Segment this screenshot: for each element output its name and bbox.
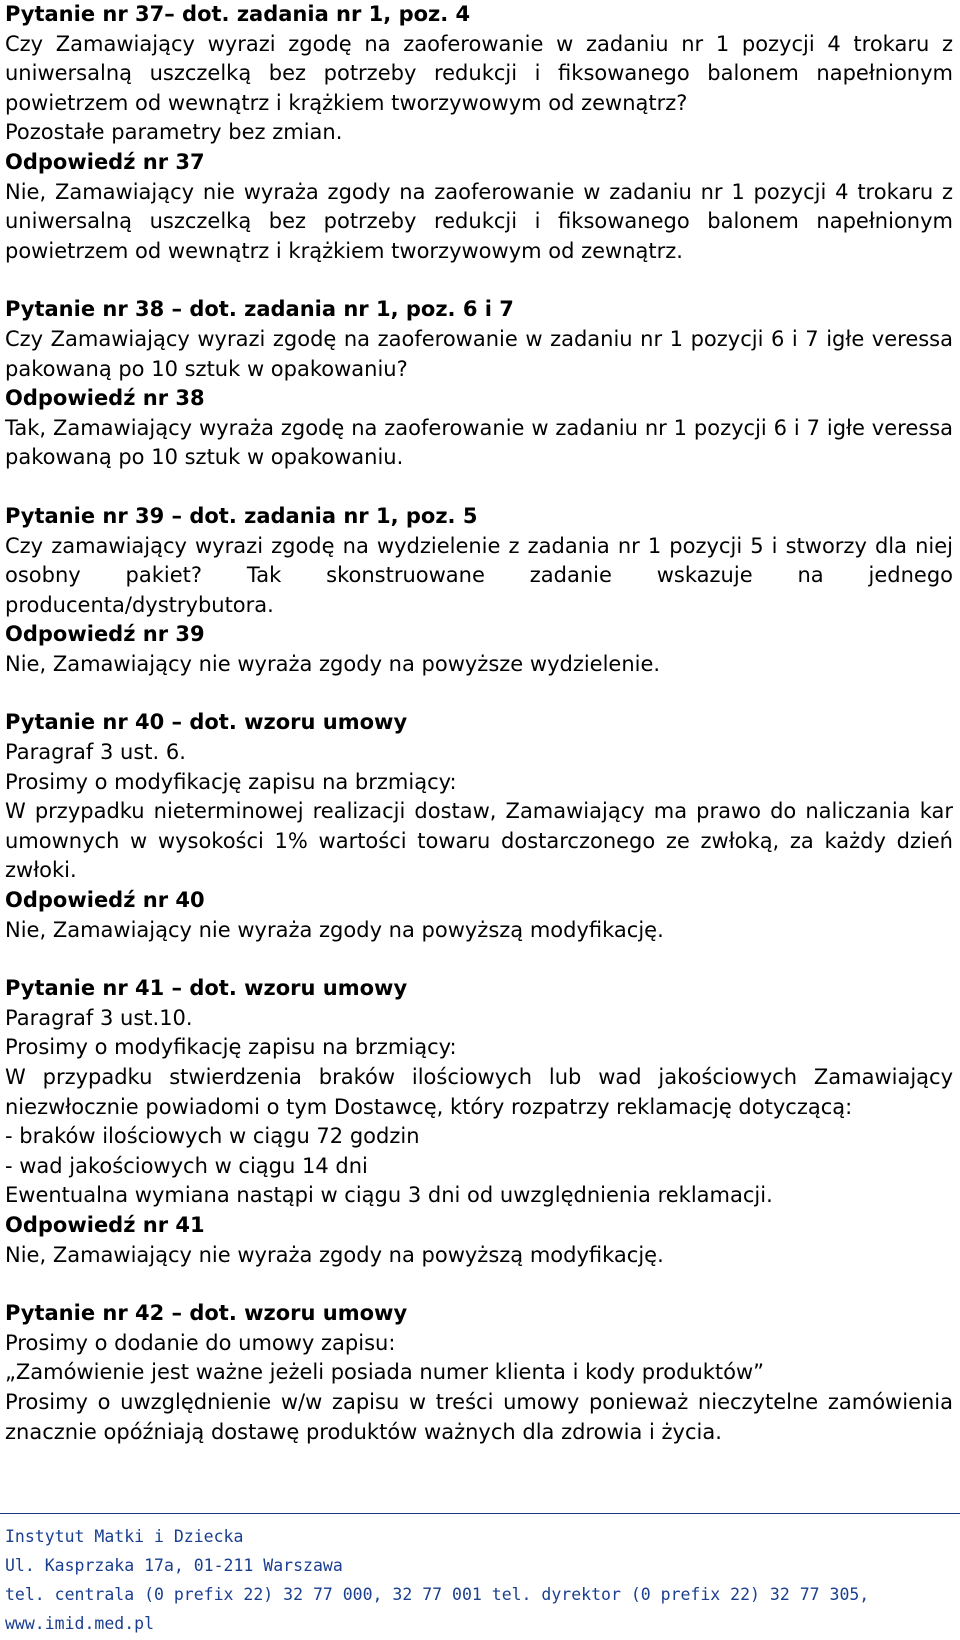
question-42-title: Pytanie nr 42 – dot. wzoru umowy: [5, 1301, 408, 1326]
question-41-closing: Ewentualna wymiana nastąpi w ciągu 3 dni od uwzględnienia reklamacji.: [5, 1183, 773, 1208]
question-39-text: Czy zamawiający wyrazi zgodę na wydzielenie z zadania nr 1 pozycji 5 i stworzy dla niej osobny pakiet? Tak skonstruowane zadanie wskazuje na jednego producenta/dystrybutora.: [5, 533, 953, 617]
question-42-justification: Prosimy o uwzględnienie w/w zapisu w treści umowy ponieważ nieczytelne zamówienia znacznie opóźniają dostawę produktów ważnych dla zdrowia i życia.: [5, 1389, 953, 1444]
question-42-quote: „Zamówienie jest ważne jeżeli posiada numer klienta i kody produktów”: [5, 1360, 765, 1385]
answer-41-title: Odpowiedź nr 41: [5, 1212, 205, 1237]
question-41-proposal: W przypadku stwierdzenia braków ilościowych lub wad jakościowych Zamawiający niezwłocznie powiadomi o tym Dostawcę, który rozpatrzy reklamację dotyczącą:: [5, 1065, 953, 1119]
answer-40-title: Odpowiedź nr 40: [5, 888, 205, 913]
question-37-text: Czy Zamawiający wyrazi zgodę na zaoferowanie w zadaniu nr 1 pozycji 4 trokaru z uniwersalną uszczelką bez potrzeby redukcji i fiksowanego balonem napełnionym powietrzem od wewnątrz i krążkiem tworzywowym od zewnątrz?: [5, 31, 953, 115]
answer-38-title: Odpowiedź nr 38: [5, 386, 205, 411]
question-40-proposal: W przypadku nieterminowej realizacji dostaw, Zamawiający ma prawo do naliczania kar umownych w wysokości 1% wartości towaru dostarczonego ze zwłoką, za każdy dzień zwłoki.: [5, 799, 953, 883]
question-39: [5, 502, 953, 680]
question-37-note: Pozostałe parametry bez zmian.: [5, 120, 343, 145]
question-42: [5, 1299, 953, 1447]
document-body: [5, 0, 953, 1447]
answer-40-text: Nie, Zamawiający nie wyraża zgody na powyższą modyfikację.: [5, 917, 664, 942]
footer-address: Ul. Kasprzaka 17a, 01-211 Warszawa: [5, 1556, 343, 1575]
question-38-text: Czy Zamawiający wyrazi zgodę na zaoferowanie w zadaniu nr 1 pozycji 6 i 7 igłe veressa pakowaną po 10 sztuk w opakowaniu?: [5, 326, 953, 381]
question-41-item-1: - braków ilościowych w ciągu 72 godzin: [5, 1124, 420, 1149]
answer-37-title: Odpowiedź nr 37: [5, 149, 205, 174]
question-41-title: Pytanie nr 41 – dot. wzoru umowy: [5, 976, 408, 1001]
question-41-item-2: - wad jakościowych w ciągu 14 dni: [5, 1153, 368, 1178]
question-41-request: Prosimy o modyfikację zapisu na brzmiący:: [5, 1035, 457, 1060]
question-41-paragraph: Paragraf 3 ust.10.: [5, 1005, 193, 1030]
page-footer: [0, 1513, 960, 1638]
footer-website-link[interactable]: www.imid.med.pl: [5, 1614, 155, 1633]
question-40-request: Prosimy o modyfikację zapisu na brzmiący:: [5, 769, 457, 794]
question-40-title: Pytanie nr 40 – dot. wzoru umowy: [5, 710, 408, 735]
footer-institution: Instytut Matki i Dziecka: [5, 1527, 244, 1546]
answer-38-text: Tak, Zamawiający wyraża zgodę na zaoferowanie w zadaniu nr 1 pozycji 6 i 7 igłe veressa pakowaną po 10 sztuk w opakowaniu.: [5, 415, 953, 470]
question-40: [5, 708, 953, 945]
question-38: [5, 295, 953, 473]
answer-37-text: Nie, Zamawiający nie wyraża zgody na zaoferowanie w zadaniu nr 1 pozycji 4 trokaru z uniwersalną uszczelką bez potrzeby redukcji i fiksowanego balonem napełnionym powietrzem od wewnątrz i krążkiem tworzywowym od zewnątrz.: [5, 179, 953, 263]
question-37-title: Pytanie nr 37– dot. zadania nr 1, poz. 4: [5, 2, 471, 26]
question-39-title: Pytanie nr 39 – dot. zadania nr 1, poz. 5: [5, 503, 478, 528]
answer-39-text: Nie, Zamawiający nie wyraża zgody na powyższe wydzielenie.: [5, 651, 661, 676]
question-37: [5, 0, 953, 266]
question-40-paragraph: Paragraf 3 ust. 6.: [5, 740, 186, 765]
answer-39-title: Odpowiedź nr 39: [5, 622, 205, 647]
question-41: [5, 974, 953, 1270]
footer-phones: tel. centrala (0 prefix 22) 32 77 000, 32 77 001 tel. dyrektor (0 prefix 22) 32 77 305,: [5, 1585, 870, 1604]
answer-41-text: Nie, Zamawiający nie wyraża zgody na powyższą modyfikację.: [5, 1242, 664, 1267]
question-42-request: Prosimy o dodanie do umowy zapisu:: [5, 1330, 396, 1355]
question-38-title: Pytanie nr 38 – dot. zadania nr 1, poz. 6 i 7: [5, 297, 514, 322]
